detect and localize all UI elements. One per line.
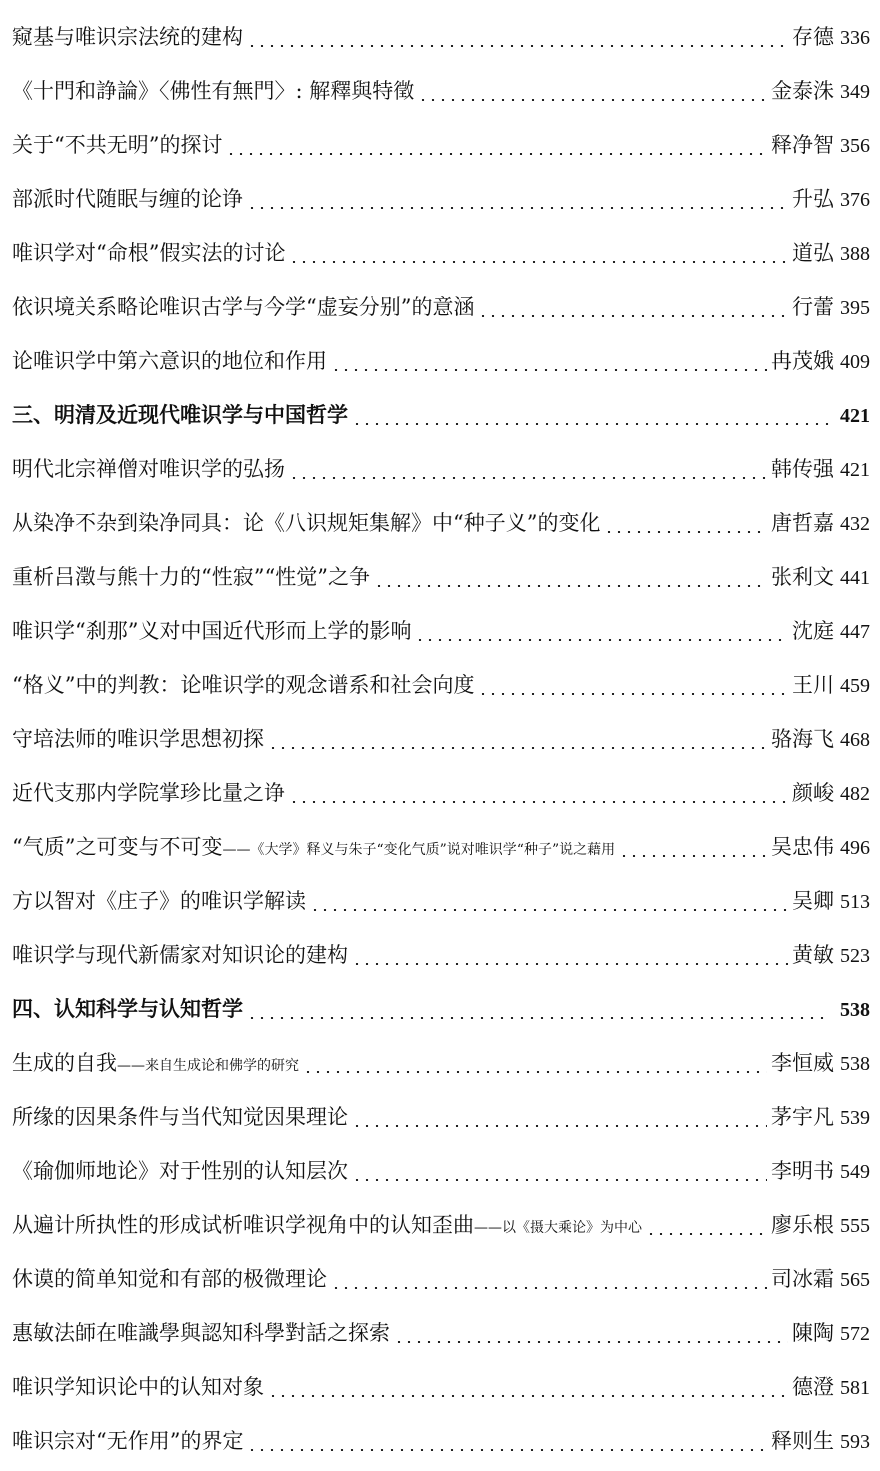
entry-page-number: 421 [840,405,870,427]
toc-entry [12,604,870,658]
entry-main-title: 明代北宗禅僧对唯识学的弘扬 [12,457,285,481]
dot-leader [478,315,788,317]
toc-entry [12,766,870,820]
toc-section-heading [12,388,870,442]
dot-leader [352,423,830,425]
entry-author: 李明书 [771,1159,834,1183]
toc-entry [12,226,870,280]
entry-title [12,1306,390,1363]
toc-entry [12,712,870,766]
entry-title [12,334,327,391]
toc-entry [12,1414,870,1468]
toc-entry [12,1252,870,1306]
dot-leader [331,369,767,371]
entry-title [12,1144,348,1201]
toc-entry [12,874,870,928]
entry-author: 陳陶 [792,1321,834,1345]
entry-page-number: 409 [840,351,870,373]
entry-title [12,766,285,823]
entry-page-number: 581 [840,1377,870,1399]
dot-leader [268,747,767,749]
dot-leader [247,207,788,209]
entry-page-number: 539 [840,1107,870,1129]
entry-main-title: 《十門和諍論》〈佛性有無門〉: 解釋與特徵 [12,79,415,103]
entry-title [12,1414,243,1471]
entry-main-title: 唯识学知识论中的认知对象 [12,1375,264,1399]
entry-main-title: 从染净不杂到染净同具：论《八识规矩集解》中“种子义”的变化 [12,511,601,535]
dot-leader [289,801,788,803]
entry-main-title: 唯识学与现代新儒家对知识论的建构 [12,943,348,967]
entry-author: 茅宇凡 [771,1105,834,1129]
toc-entry [12,118,870,172]
entry-main-title: 休谟的简单知觉和有部的极微理论 [12,1267,327,1291]
toc-entry [12,10,870,64]
dot-leader [604,531,767,533]
entry-page-number: 441 [840,567,870,589]
dot-leader [415,639,788,641]
toc-entry [12,928,870,982]
toc-entry [12,550,870,604]
entry-author: 廖乐根 [771,1213,834,1237]
entry-author: 行蕾 [792,295,834,319]
table-of-contents [12,10,870,1468]
entry-title [12,604,411,661]
entry-author: 李恒威 [771,1051,834,1075]
dot-leader [247,1449,767,1451]
entry-title [12,1252,327,1309]
entry-main-title: 唯识学对“命根”假实法的讨论 [12,241,286,265]
entry-title [12,658,474,715]
entry-main-title: 论唯识学中第六意识的地位和作用 [12,349,327,373]
entry-subtitle: ——《大学》释义与朱子“变化气质”说对唯识学“种子”说之藉用 [222,842,616,858]
dot-leader [374,585,767,587]
entry-main-title: 所缘的因果条件与当代知觉因果理论 [12,1105,348,1129]
entry-page-number: 555 [840,1215,870,1237]
entry-main-title: 依识境关系略论唯识古学与今学“虚妄分别”的意涵 [12,295,475,319]
dot-leader [352,963,788,965]
entry-author: 道弘 [792,241,834,265]
entry-author: 金泰洙 [771,79,834,103]
entry-page-number: 523 [840,945,870,967]
entry-title [12,64,414,121]
toc-entry [12,658,870,712]
entry-main-title: 四、认知科学与认知哲学 [12,996,243,1021]
entry-main-title: 唯识学“刹那”义对中国近代形而上学的影响 [12,619,412,643]
entry-author: 沈庭 [792,619,834,643]
entry-title [12,118,222,175]
dot-leader [352,1179,767,1181]
entry-author: 韩传强 [771,457,834,481]
dot-leader [352,1125,767,1127]
entry-author: 吴忠伟 [771,835,834,859]
entry-page-number: 549 [840,1161,870,1183]
entry-page-number: 572 [840,1323,870,1345]
entry-page-number: 565 [840,1269,870,1291]
entry-author: 司冰霜 [771,1267,834,1291]
entry-page-number: 459 [840,675,870,697]
entry-title [12,226,285,283]
entry-author: 释净智 [771,133,834,157]
entry-main-title: 方以智对《庄子》的唯识学解读 [12,889,306,913]
dot-leader [310,909,788,911]
entry-page-number: 356 [840,135,870,157]
entry-page-number: 432 [840,513,870,535]
entry-author: 黄敏 [792,943,834,967]
entry-page-number: 376 [840,189,870,211]
entry-author: 释则生 [771,1429,834,1453]
entry-main-title: “气质”之可变与不可变 [12,835,223,859]
entry-title [12,172,243,229]
entry-main-title: 关于“不共无明”的探讨 [12,133,223,157]
entry-page-number: 336 [840,27,870,49]
entry-page-number: 421 [840,459,870,481]
entry-author: 颜峻 [792,781,834,805]
toc-entry [12,1144,870,1198]
entry-page-number: 538 [840,1053,870,1075]
dot-leader [646,1233,767,1235]
toc-entry [12,442,870,496]
dot-leader [394,1341,788,1343]
entry-page-number: 468 [840,729,870,751]
entry-title [12,1198,642,1255]
entry-title [12,928,348,985]
entry-author: 张利文 [771,565,834,589]
entry-main-title: 从遍计所执性的形成试析唯识学视角中的认知歪曲 [12,1213,474,1237]
toc-entry [12,496,870,550]
toc-entry [12,172,870,226]
dot-leader [331,1287,767,1289]
entry-title [12,280,474,337]
toc-entry [12,64,870,118]
entry-main-title: 惠敏法師在唯識學與認知科學對話之探索 [12,1321,390,1345]
entry-author: 存德 [792,25,834,49]
entry-title [12,982,243,1039]
entry-author: 骆海飞 [771,727,834,751]
entry-title [12,496,600,553]
dot-leader [247,45,788,47]
entry-title [12,1090,348,1147]
entry-main-title: 近代支那内学院掌珍比量之诤 [12,781,285,805]
dot-leader [418,99,767,101]
dot-leader [619,855,767,857]
entry-author: 升弘 [792,187,834,211]
entry-title [12,874,306,931]
toc-entry [12,1036,870,1090]
entry-main-title: 窥基与唯识宗法统的建构 [12,25,243,49]
dot-leader [303,1071,767,1073]
dot-leader [478,693,788,695]
entry-page-number: 395 [840,297,870,319]
toc-section-heading [12,982,870,1036]
entry-page-number: 496 [840,837,870,859]
entry-main-title: 生成的自我 [12,1051,117,1075]
entry-subtitle: ——以《摄大乘论》为中心 [474,1220,642,1236]
entry-title [12,10,243,67]
entry-main-title: 《瑜伽师地论》对于性别的认知层次 [12,1159,348,1183]
entry-title [12,388,348,445]
entry-page-number: 447 [840,621,870,643]
dot-leader [268,1395,788,1397]
entry-title [12,550,370,607]
toc-entry [12,1360,870,1414]
toc-entry [12,1090,870,1144]
toc-entry [12,1198,870,1252]
entry-page-number: 349 [840,81,870,103]
entry-main-title: 部派时代随眠与缠的论诤 [12,187,243,211]
entry-subtitle: ——来自生成论和佛学的研究 [117,1058,299,1074]
entry-author: 吴卿 [792,889,834,913]
entry-title [12,820,615,877]
toc-entry [12,280,870,334]
entry-page-number: 388 [840,243,870,265]
dot-leader [226,153,767,155]
entry-main-title: “格义”中的判教：论唯识学的观念谱系和社会向度 [12,673,475,697]
toc-entry [12,334,870,388]
entry-author: 唐哲嘉 [771,511,834,535]
entry-title [12,712,264,769]
toc-entry [12,1306,870,1360]
entry-author: 冉茂娥 [771,349,834,373]
entry-title [12,1360,264,1417]
entry-page-number: 513 [840,891,870,913]
toc-entry [12,820,870,874]
entry-main-title: 唯识宗对“无作用”的界定 [12,1429,244,1453]
entry-author: 德澄 [792,1375,834,1399]
entry-title [12,442,285,499]
entry-page-number: 593 [840,1431,870,1453]
entry-title [12,1036,299,1093]
dot-leader [289,477,767,479]
entry-page-number: 482 [840,783,870,805]
dot-leader [247,1017,830,1019]
entry-author: 王川 [792,673,834,697]
dot-leader [289,261,788,263]
entry-main-title: 重析吕澂与熊十力的“性寂”“性觉”之争 [12,565,370,589]
entry-main-title: 三、明清及近现代唯识学与中国哲学 [12,402,348,427]
entry-main-title: 守培法师的唯识学思想初探 [12,727,264,751]
entry-page-number: 538 [840,999,870,1021]
